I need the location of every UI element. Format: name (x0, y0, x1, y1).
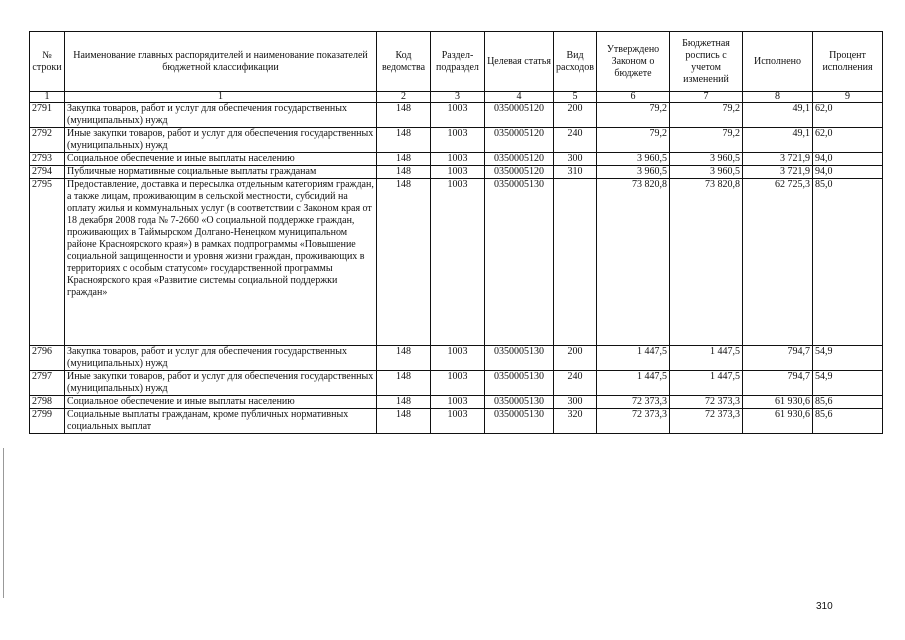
table-row (30, 166, 883, 179)
kind-code: 200 (554, 346, 597, 371)
header-row-number: № строки (30, 32, 65, 92)
approved-amount: 79,2 (597, 128, 670, 153)
target-code: 0350005130 (485, 346, 554, 371)
executed-amount: 794,7 (743, 371, 813, 396)
executed-amount: 794,7 (743, 346, 813, 371)
executed-amount: 61 930,6 (743, 409, 813, 434)
column-number: 1 (65, 92, 377, 103)
row-name: Закупка товаров, работ и услуг для обеспечения государственных (муниципальных) нужд (65, 103, 377, 128)
column-number: 4 (485, 92, 554, 103)
row-name: Иные закупки товаров, работ и услуг для обеспечения государственных (муниципальных) нужд (65, 371, 377, 396)
section-code: 1003 (431, 153, 485, 166)
target-code: 0350005120 (485, 166, 554, 179)
kind-code: 240 (554, 371, 597, 396)
table-row (30, 346, 883, 371)
schedule-amount: 72 373,3 (670, 396, 743, 409)
section-code: 1003 (431, 409, 485, 434)
column-number: 6 (597, 92, 670, 103)
target-code: 0350005130 (485, 396, 554, 409)
schedule-amount: 79,2 (670, 103, 743, 128)
table-row (30, 371, 883, 396)
dept-code: 148 (377, 103, 431, 128)
page-number: 310 (816, 601, 833, 612)
percent-value: 85,6 (813, 396, 883, 409)
schedule-amount: 3 960,5 (670, 153, 743, 166)
kind-code: 310 (554, 166, 597, 179)
header-percent: Процент исполнения (813, 32, 883, 92)
row-number: 2794 (30, 166, 65, 179)
dept-code: 148 (377, 179, 431, 346)
row-name: Социальное обеспечение и иные выплаты населению (65, 396, 377, 409)
row-name: Социальные выплаты гражданам, кроме публичных нормативных социальных выплат (65, 409, 377, 434)
kind-code: 200 (554, 103, 597, 128)
approved-amount: 1 447,5 (597, 371, 670, 396)
row-number: 2792 (30, 128, 65, 153)
row-number: 2793 (30, 153, 65, 166)
schedule-amount: 1 447,5 (670, 371, 743, 396)
percent-value: 94,0 (813, 166, 883, 179)
row-name: Предоставление, доставка и пересылка отдельным категориям граждан, а также лицам, проживающим в сельской местности, субсидий на оплату жилья и коммунальных услуг (в соответствии с Законом края от 18 декабря 2008 года № 7-2660 «О социальной поддержке граждан, проживающих в Таймырском Долгано-Ненецком муниципальном районе Красноярского края») в рамках подпрограммы «Повышение социальной защищенности и уровня жизни граждан, проживающих в территориях с особым статусом» государственной программы Красноярского края «Развитие системы социальной поддержки граждан» (65, 179, 377, 346)
dept-code: 148 (377, 409, 431, 434)
approved-amount: 73 820,8 (597, 179, 670, 346)
kind-code: 240 (554, 128, 597, 153)
executed-amount: 62 725,3 (743, 179, 813, 346)
target-code: 0350005130 (485, 409, 554, 434)
section-code: 1003 (431, 166, 485, 179)
percent-value: 85,0 (813, 179, 883, 346)
row-number: 2798 (30, 396, 65, 409)
row-number: 2795 (30, 179, 65, 346)
approved-amount: 79,2 (597, 103, 670, 128)
dept-code: 148 (377, 166, 431, 179)
column-number: 8 (743, 92, 813, 103)
section-code: 1003 (431, 371, 485, 396)
dept-code: 148 (377, 153, 431, 166)
target-code: 0350005120 (485, 103, 554, 128)
row-name: Закупка товаров, работ и услуг для обеспечения государственных (муниципальных) нужд (65, 346, 377, 371)
kind-code: 300 (554, 396, 597, 409)
row-number: 2791 (30, 103, 65, 128)
table-row (30, 179, 883, 346)
table-row (30, 103, 883, 128)
target-code: 0350005120 (485, 128, 554, 153)
header-approved: Утверждено Законом о бюджете (597, 32, 670, 92)
percent-value: 85,6 (813, 409, 883, 434)
row-name: Публичные нормативные социальные выплаты гражданам (65, 166, 377, 179)
section-code: 1003 (431, 396, 485, 409)
section-code: 1003 (431, 179, 485, 346)
approved-amount: 72 373,3 (597, 409, 670, 434)
column-number: 7 (670, 92, 743, 103)
kind-code (554, 179, 597, 346)
header-name: Наименование главных распорядителей и наименование показателей бюджетной классификации (65, 32, 377, 92)
target-code: 0350005120 (485, 153, 554, 166)
kind-code: 300 (554, 153, 597, 166)
executed-amount: 49,1 (743, 103, 813, 128)
approved-amount: 72 373,3 (597, 396, 670, 409)
row-name: Иные закупки товаров, работ и услуг для обеспечения государственных (муниципальных) нужд (65, 128, 377, 153)
section-code: 1003 (431, 128, 485, 153)
column-number-row (30, 92, 883, 103)
dept-code: 148 (377, 371, 431, 396)
kind-code: 320 (554, 409, 597, 434)
percent-value: 54,9 (813, 346, 883, 371)
header-row (30, 32, 883, 92)
header-expense-kind: Вид расходов (554, 32, 597, 92)
table-row (30, 409, 883, 434)
column-number: 9 (813, 92, 883, 103)
column-number: 2 (377, 92, 431, 103)
table-row (30, 153, 883, 166)
header-executed: Исполнено (743, 32, 813, 92)
header-target-article: Целевая статья (485, 32, 554, 92)
schedule-amount: 3 960,5 (670, 166, 743, 179)
scan-edge-line (3, 448, 4, 598)
executed-amount: 3 721,9 (743, 153, 813, 166)
dept-code: 148 (377, 128, 431, 153)
executed-amount: 49,1 (743, 128, 813, 153)
target-code: 0350005130 (485, 179, 554, 346)
section-code: 1003 (431, 103, 485, 128)
approved-amount: 3 960,5 (597, 153, 670, 166)
row-number: 2796 (30, 346, 65, 371)
row-number: 2799 (30, 409, 65, 434)
table-row (30, 128, 883, 153)
schedule-amount: 73 820,8 (670, 179, 743, 346)
column-number: 1 (30, 92, 65, 103)
percent-value: 54,9 (813, 371, 883, 396)
budget-execution-table (29, 31, 883, 434)
column-number: 3 (431, 92, 485, 103)
approved-amount: 1 447,5 (597, 346, 670, 371)
percent-value: 62,0 (813, 128, 883, 153)
schedule-amount: 1 447,5 (670, 346, 743, 371)
dept-code: 148 (377, 346, 431, 371)
schedule-amount: 79,2 (670, 128, 743, 153)
schedule-amount: 72 373,3 (670, 409, 743, 434)
target-code: 0350005130 (485, 371, 554, 396)
header-schedule: Бюджетная роспись с учетом изменений (670, 32, 743, 92)
section-code: 1003 (431, 346, 485, 371)
header-dept-code: Код ведомства (377, 32, 431, 92)
dept-code: 148 (377, 396, 431, 409)
percent-value: 94,0 (813, 153, 883, 166)
approved-amount: 3 960,5 (597, 166, 670, 179)
row-number: 2797 (30, 371, 65, 396)
percent-value: 62,0 (813, 103, 883, 128)
row-name: Социальное обеспечение и иные выплаты населению (65, 153, 377, 166)
table-row (30, 396, 883, 409)
executed-amount: 3 721,9 (743, 166, 813, 179)
header-section: Раздел-подраздел (431, 32, 485, 92)
executed-amount: 61 930,6 (743, 396, 813, 409)
column-number: 5 (554, 92, 597, 103)
